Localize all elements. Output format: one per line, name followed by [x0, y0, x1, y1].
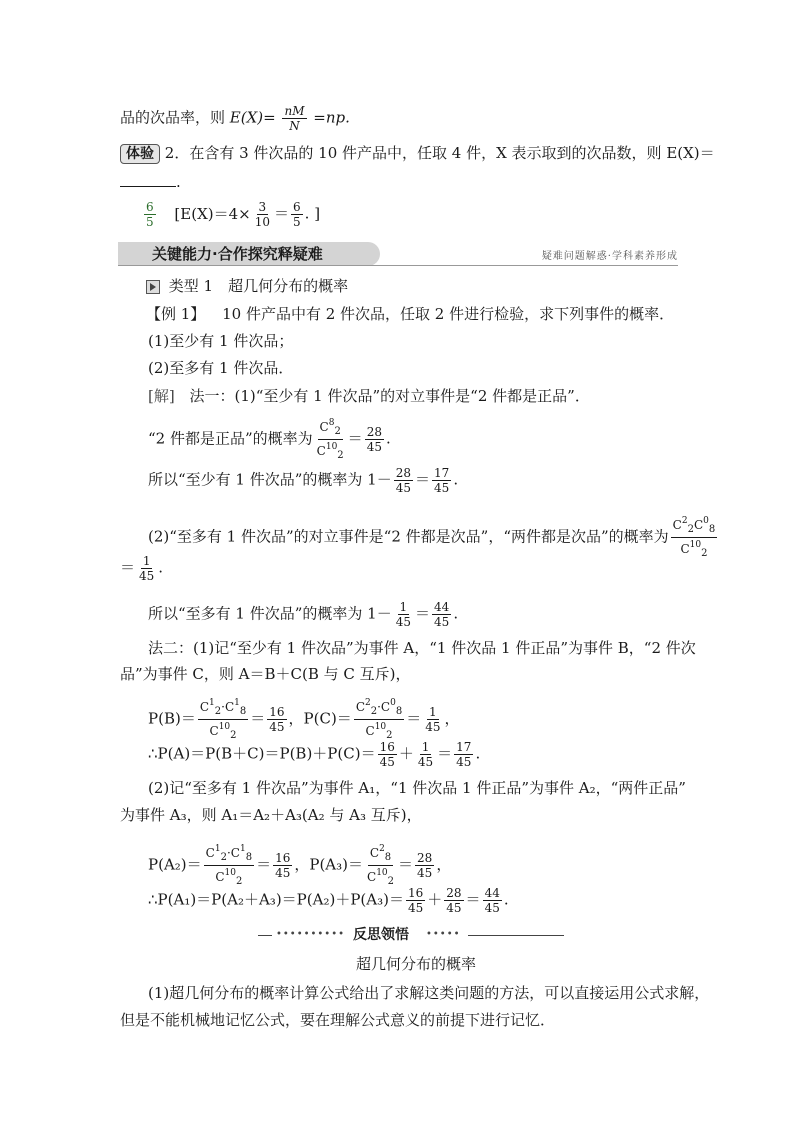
reflect-rule-left — [258, 935, 272, 936]
intro-result: =np. — [313, 108, 350, 127]
sol-frac10b-num: 1 — [421, 740, 430, 754]
answer-frac2-den: 5 — [293, 215, 301, 229]
sol-frac10a-num: 16 — [379, 740, 395, 754]
sol-frac14c-num: 44 — [484, 886, 500, 900]
answer-line — [142, 200, 320, 229]
sol-frac9a — [267, 705, 286, 734]
example-q1: (1)至少有 1 件次品； — [148, 332, 294, 350]
sol-line8: 品”为事件 C，则 A＝B＋C(B 与 C 互斥)， — [120, 665, 411, 683]
sol-frac14a-num: 16 — [407, 886, 424, 900]
sol-frac3a-den: 45 — [395, 481, 412, 495]
sol-text14: ∴P(A₁)＝P(A₂＋A₃)＝P(A₂)＋P(A₃)＝ — [148, 890, 404, 909]
reflect-title: 反思领悟 — [353, 927, 409, 943]
tiyan-line — [120, 143, 715, 164]
sol-frac6a — [394, 600, 413, 629]
sol-line14 — [148, 886, 509, 915]
example-line — [146, 304, 674, 324]
sol-frac13b — [415, 851, 434, 880]
sol-line4 — [148, 514, 719, 561]
sol-frac13a-den: 45 — [275, 866, 291, 880]
sol-comb13a-den: $C^{10}_2$ — [215, 868, 243, 887]
sol-text2: “2 件都是正品”的概率为 — [148, 429, 313, 448]
sol-eq2: ＝ — [347, 429, 363, 448]
sol-plus10: ＋ — [398, 744, 414, 763]
sol-frac6b-num: 44 — [434, 600, 450, 614]
sol-eq9a: ＝ — [250, 709, 266, 728]
sol-frac14c-den: 45 — [484, 901, 500, 915]
sol-eq10: ＝ — [437, 744, 453, 763]
answer-num: 6 — [146, 200, 154, 214]
answer-frac1 — [253, 200, 272, 229]
sol-frac3a — [394, 466, 413, 495]
answer-frac2 — [291, 200, 303, 229]
intro-expectation: E(X)= — [229, 108, 276, 127]
section-subtitle: 疑难问题解惑·学科素养形成 — [541, 251, 678, 262]
sol-comb13b-den: $C^{10}_2$ — [367, 868, 395, 887]
example-tag: 【例 1】 — [146, 305, 206, 323]
sol-frac10b — [416, 740, 435, 769]
sol-line3 — [148, 466, 458, 495]
sol-eq6: ＝ — [415, 604, 431, 623]
sol-label: [解] — [148, 387, 175, 405]
sol-frac6a-den: 45 — [395, 615, 412, 629]
reflect-p2: 但是不能机械地记忆公式，要在理解公式意义的前提下进行记忆． — [120, 1011, 556, 1029]
sol-frac3b-num: 17 — [434, 466, 450, 480]
sol-eq9b: ＝ — [406, 709, 422, 728]
sol-line10 — [148, 740, 480, 769]
sol-frac2-num: 28 — [366, 425, 382, 439]
sol-frac14a-den: 45 — [407, 901, 424, 915]
sol-comb4 — [671, 514, 718, 561]
sol-frac9a-den: 45 — [269, 720, 285, 734]
sol-eq13a: ＝ — [256, 855, 272, 874]
sol-frac9a-num: 16 — [269, 705, 285, 719]
answer-fraction — [144, 200, 156, 229]
answer-post: . ] — [304, 204, 321, 223]
intro-line — [120, 104, 350, 133]
sol-frac13a-num: 16 — [275, 851, 291, 865]
sol-frac9b-den: 45 — [425, 720, 441, 734]
intro-text: 品的次品率，则 — [120, 108, 226, 127]
sol-comb13b — [365, 842, 396, 889]
tiyan-question: 2．在含有 3 件次品的 10 件产品中，任取 4 件，X 表示取到的次品数，则 E(X)＝ — [164, 144, 715, 162]
sol-line12: 为事件 A₃，则 A₁＝A₂＋A₃(A₂ 与 A₃ 互斥)， — [120, 806, 422, 824]
sol-comb9b — [354, 696, 404, 743]
sol-frac13b-den: 45 — [417, 866, 433, 880]
sol-eq3: ＝ — [415, 470, 431, 489]
answer-blank[interactable] — [120, 172, 176, 187]
example-q2: (2)至多有 1 件次品． — [148, 359, 294, 377]
sol-frac6b — [432, 600, 451, 629]
answer-frac1-den: 10 — [254, 215, 270, 229]
sol-text4: (2)“至多有 1 件次品”的对立事件是“2 件都是次品”，“两件都是次品”的概率为 — [148, 527, 669, 546]
sol-frac10a — [378, 740, 397, 769]
sol-pa3: ，P(A₃)＝ — [294, 855, 364, 874]
sol-frac10a-den: 45 — [379, 755, 395, 769]
sol-line5 — [120, 554, 163, 583]
type-label: 类型 1 超几何分布的概率 — [168, 277, 349, 295]
sol-line1 — [148, 386, 590, 406]
intro-fraction — [282, 104, 306, 133]
sol-end2: . — [385, 429, 391, 448]
sol-end5: . — [158, 558, 164, 577]
sol-comb1-num-c: C — [319, 420, 329, 434]
sol-frac6a-num: 1 — [399, 600, 408, 614]
type-heading — [146, 276, 348, 296]
section-rule — [118, 265, 678, 266]
sol-comb13a — [204, 842, 254, 889]
sol-frac3b — [432, 466, 451, 495]
sol-frac2-den: 45 — [366, 440, 382, 454]
sol-comb9b-num: $C^2_2\cdot C^0_8$ — [354, 696, 404, 720]
sol-frac14a — [406, 886, 425, 915]
sol-frac5 — [137, 554, 156, 583]
sol-end6: . — [453, 604, 459, 623]
tiyan-blank-line — [120, 172, 181, 192]
answer-den: 5 — [146, 215, 154, 229]
answer-frac2-num: 6 — [293, 200, 301, 214]
sol-frac9b — [423, 705, 442, 734]
sol-frac10c-num: 17 — [456, 740, 472, 754]
sol-end10: . — [475, 744, 481, 763]
sol-comb9a-den: $C^{10}_2$ — [209, 722, 237, 741]
sol-pa2: P(A₂)＝ — [148, 855, 202, 874]
sol-frac13a — [273, 851, 292, 880]
intro-fraction-den: N — [289, 119, 300, 133]
answer-frac1-num: 3 — [258, 200, 267, 214]
sol-frac10c — [454, 740, 473, 769]
sol-eq14: ＝ — [465, 890, 481, 909]
sol-frac6b-den: 45 — [434, 615, 450, 629]
reflect-subtitle: 超几何分布的概率 — [356, 955, 477, 973]
sol-text10: ∴P(A)＝P(B＋C)＝P(B)＋P(C)＝ — [148, 744, 376, 763]
sol-frac10b-den: 45 — [417, 755, 434, 769]
sol-comb4-den: $C^{10}_2$ — [680, 540, 708, 559]
sol-plus14: ＋ — [427, 890, 443, 909]
sol-pb: P(B)＝ — [148, 709, 196, 728]
sol-line2 — [148, 416, 391, 463]
sol-end9: ， — [444, 709, 460, 728]
sol-frac5-num: 1 — [142, 554, 151, 568]
reflect-header — [258, 926, 564, 944]
sol-frac9b-num: 1 — [429, 705, 437, 719]
sol-comb9b-den: $C^{10}_2$ — [365, 722, 393, 741]
answer-eq: ＝ — [274, 204, 290, 223]
sol-end14: . — [503, 890, 509, 909]
section-header — [118, 242, 678, 266]
sol-line7: 法二：(1)记“至少有 1 件次品”为事件 A，“1 件次品 1 件正品”为事件 B，“2 件次 — [148, 639, 696, 657]
sol-frac14b — [444, 886, 463, 915]
sol-comb9a — [198, 696, 248, 743]
tiyan-period: . — [176, 173, 181, 191]
sol-frac10c-den: 45 — [456, 755, 472, 769]
tiyan-badge: 体验 — [120, 144, 160, 164]
reflect-p1: (1)超几何分布的概率计算公式给出了求解这类问题的方法，可以直接运用公式求解， — [148, 984, 710, 1002]
sol-end13: ， — [436, 855, 452, 874]
sol-comb13a-num: $C^1_2\cdot C^1_8$ — [204, 842, 254, 866]
sol-frac13b-num: 28 — [417, 851, 433, 865]
sol-text3: 所以“至少有 1 件次品”的概率为 1－ — [148, 470, 392, 489]
example-text: 10 件产品中有 2 件次品，任取 2 件进行检验，求下列事件的概率． — [222, 305, 675, 323]
sol-frac2 — [365, 425, 384, 454]
sol-frac3a-num: 28 — [395, 466, 412, 480]
sol-frac14b-den: 45 — [446, 901, 462, 915]
sol-frac5-den: 45 — [139, 569, 155, 583]
reflect-dots-left: •••••••••• — [276, 929, 345, 940]
intro-fraction-num: nM — [284, 104, 305, 118]
sol-eq13b: ＝ — [398, 855, 414, 874]
section-title: 关键能力·合作探究释疑难 — [118, 242, 380, 266]
answer-pre: [E(X)＝4× — [174, 204, 251, 223]
sol-comb9a-num: $C^1_2\cdot C^1_8$ — [198, 696, 248, 720]
reflect-dots-right: ••••• — [426, 929, 461, 940]
sol-comb1-den: $C^{10}_2$ — [316, 442, 344, 461]
sol-line11: (2)记“至多有 1 件次品”为事件 A₁，“1 件次品 1 件正品”为事件 A₂，“两件正品” — [148, 779, 686, 797]
sol-frac3b-den: 45 — [434, 481, 450, 495]
play-icon — [146, 280, 160, 294]
sol-comb4-num: $C^2_2C^0_8$ — [671, 514, 718, 538]
sol-line6 — [148, 600, 458, 629]
sol-comb1-num: $C^8_2$ — [318, 416, 343, 440]
sol-text1: 法一：(1)“至少有 1 件次品”的对立事件是“2 件都是正品”． — [189, 387, 590, 405]
sol-comb1 — [315, 416, 346, 463]
sol-frac14c — [483, 886, 502, 915]
sol-pc: ，P(C)＝ — [288, 709, 352, 728]
sol-comb1-den-c: C — [316, 444, 326, 458]
sol-line13 — [148, 842, 451, 889]
sol-text6: 所以“至多有 1 件次品”的概率为 1－ — [148, 604, 392, 623]
sol-end3: . — [453, 470, 459, 489]
sol-line9 — [148, 696, 460, 743]
sol-comb13b-num: $C^2_8$ — [368, 842, 393, 866]
sol-frac14b-num: 28 — [446, 886, 462, 900]
reflect-rule-right — [468, 935, 564, 936]
sol-eq5: ＝ — [120, 558, 136, 577]
